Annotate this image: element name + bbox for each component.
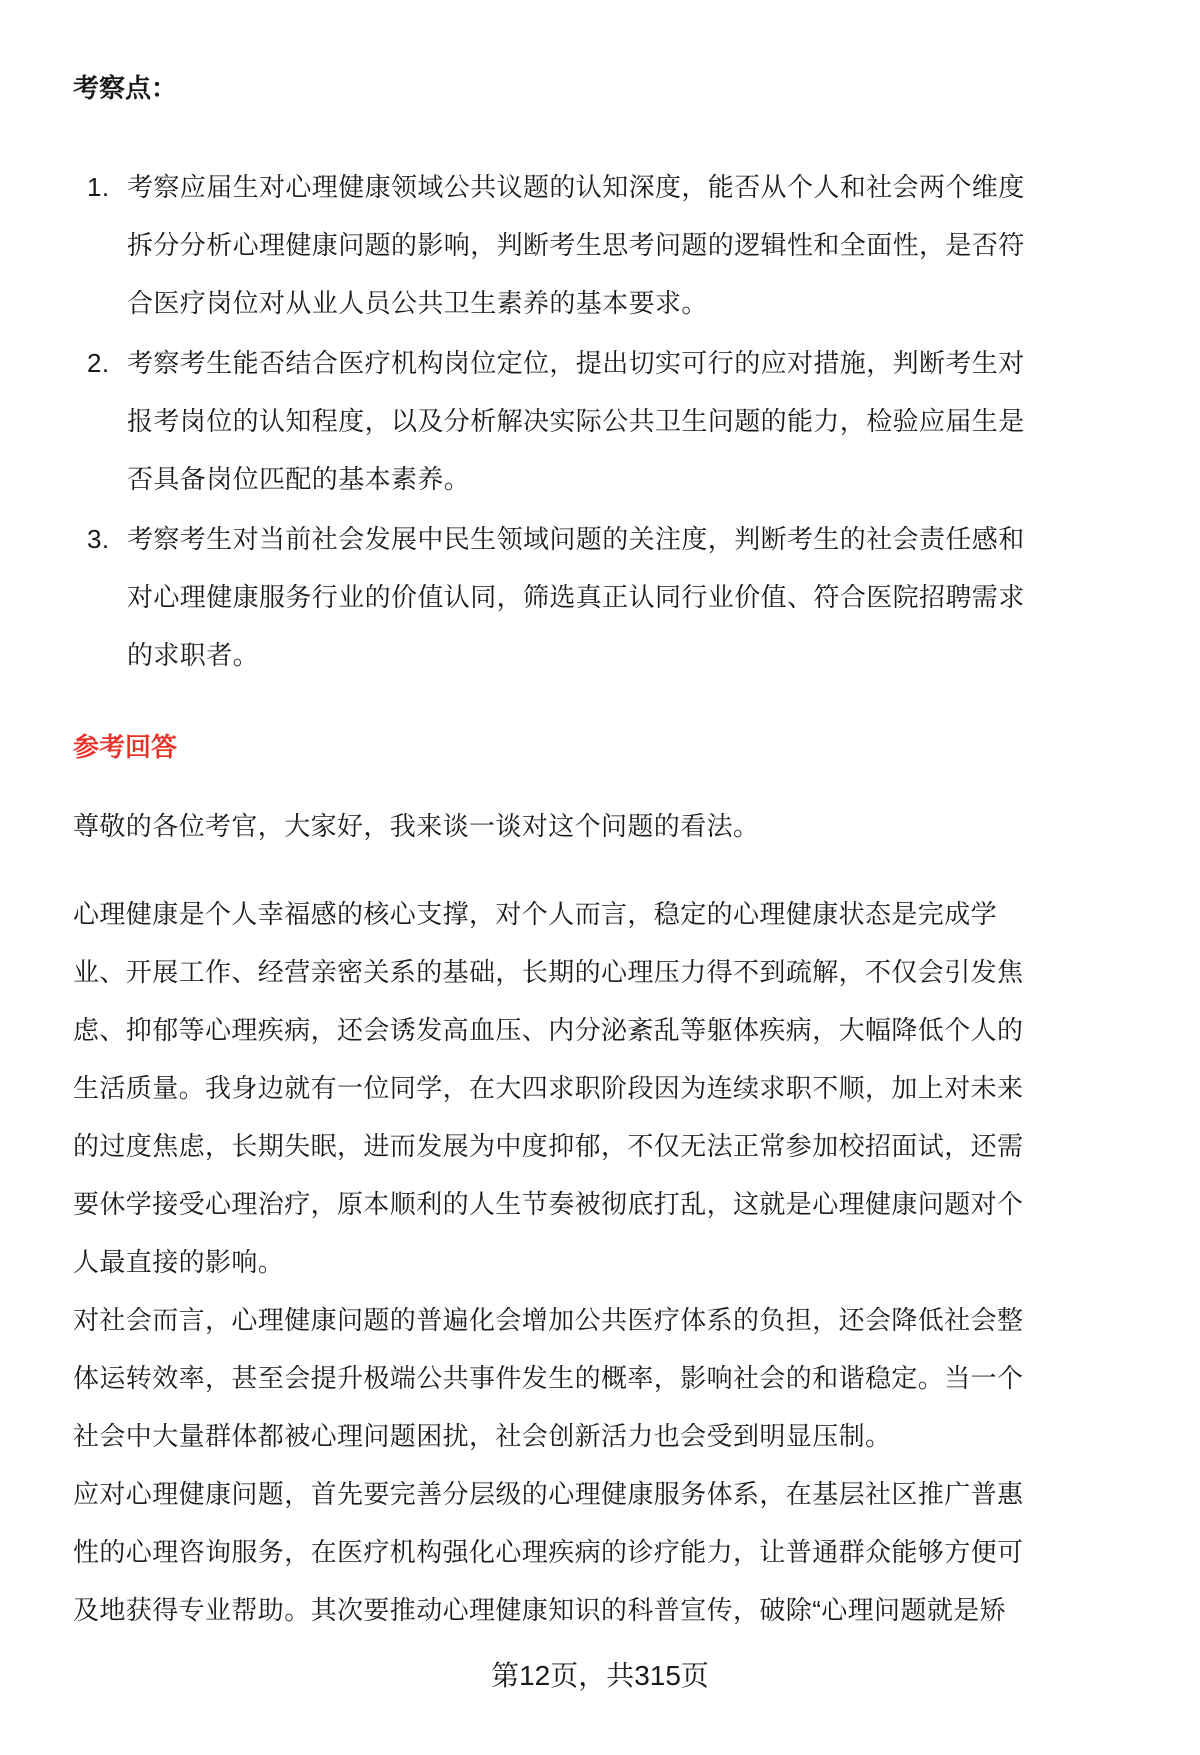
list-number: 3. — [87, 524, 110, 554]
list-item — [73, 334, 1133, 508]
page-footer: 第12页，共315页 — [491, 1660, 709, 1691]
paragraph-line: 社会中大量群体都被心理问题困扰，社会创新活力也会受到明显压制。 — [73, 1421, 892, 1451]
list-item — [73, 510, 1133, 684]
paragraph — [73, 885, 1133, 1291]
points-list — [73, 158, 1133, 686]
list-item-line: 报考岗位的认知程度，以及分析解决实际公共卫生问题的能力，检验应届生是 — [127, 406, 1025, 436]
greeting: 尊敬的各位考官，大家好，我来谈一谈对这个问题的看法。 — [73, 811, 760, 841]
list-item — [73, 158, 1133, 332]
answer-title: 参考回答 — [73, 732, 178, 762]
paragraph-line: 心理健康是个人幸福感的核心支撑，对个人而言，稳定的心理健康状态是完成学 — [73, 899, 998, 929]
list-item-line: 对心理健康服务行业的价值认同，筛选真正认同行业价值、符合医院招聘需求 — [127, 582, 1025, 612]
paragraph-line: 业、开展工作、经营亲密关系的基础，长期的心理压力得不到疏解，不仅会引发焦 — [73, 957, 1024, 987]
paragraph-line: 要休学接受心理治疗，原本顺利的人生节奏被彻底打乱，这就是心理健康问题对个 — [73, 1189, 1024, 1219]
paragraph — [73, 1291, 1133, 1465]
list-item-line — [73, 510, 1133, 568]
list-text: 考察应届生对心理健康领域公共议题的认知深度，能否从个人和社会两个维度 — [127, 172, 1025, 202]
list-item-line — [73, 334, 1133, 392]
paragraph-line: 性的心理咨询服务，在医疗机构强化心理疾病的诊疗能力，让普通群众能够方便可 — [73, 1537, 1024, 1567]
paragraph-line: 应对心理健康问题，首先要完善分层级的心理健康服务体系，在基层社区推广普惠 — [73, 1479, 1024, 1509]
paragraph-line: 体运转效率，甚至会提升极端公共事件发生的概率，影响社会的和谐稳定。当一个 — [73, 1363, 1024, 1393]
paragraph-line: 对社会而言，心理健康问题的普遍化会增加公共医疗体系的负担，还会降低社会整 — [73, 1305, 1024, 1335]
list-text: 考察考生对当前社会发展中民生领域问题的关注度，判断考生的社会责任感和 — [127, 524, 1025, 554]
paragraph — [73, 1465, 1133, 1639]
list-item-line: 合医疗岗位对从业人员公共卫生素养的基本要求。 — [127, 288, 708, 318]
list-item-line: 拆分分析心理健康问题的影响，判断考生思考问题的逻辑性和全面性，是否符 — [127, 230, 1025, 260]
paragraph-line: 生活质量。我身边就有一位同学，在大四求职阶段因为连续求职不顺，加上对未来 — [73, 1073, 1024, 1103]
paragraph-line: 的过度焦虑，长期失眠，进而发展为中度抑郁，不仅无法正常参加校招面试，还需 — [73, 1131, 1024, 1161]
list-number: 1. — [87, 172, 110, 202]
paragraph-line: 人最直接的影响。 — [73, 1247, 285, 1277]
section-title: 考察点： — [73, 73, 178, 103]
list-item-line: 否具备岗位匹配的基本素养。 — [127, 464, 471, 494]
paragraph-line: 虑、抑郁等心理疾病，还会诱发高血压、内分泌紊乱等躯体疾病，大幅降低个人的 — [73, 1015, 1024, 1045]
list-text: 考察考生能否结合医疗机构岗位定位，提出切实可行的应对措施，判断考生对 — [127, 348, 1025, 378]
paragraph-line: 及地获得专业帮助。其次要推动心理健康知识的科普宣传，破除“心理问题就是矫 — [73, 1595, 1007, 1625]
list-item-line — [73, 158, 1133, 216]
list-item-line: 的求职者。 — [127, 640, 260, 670]
list-number: 2. — [87, 348, 110, 378]
